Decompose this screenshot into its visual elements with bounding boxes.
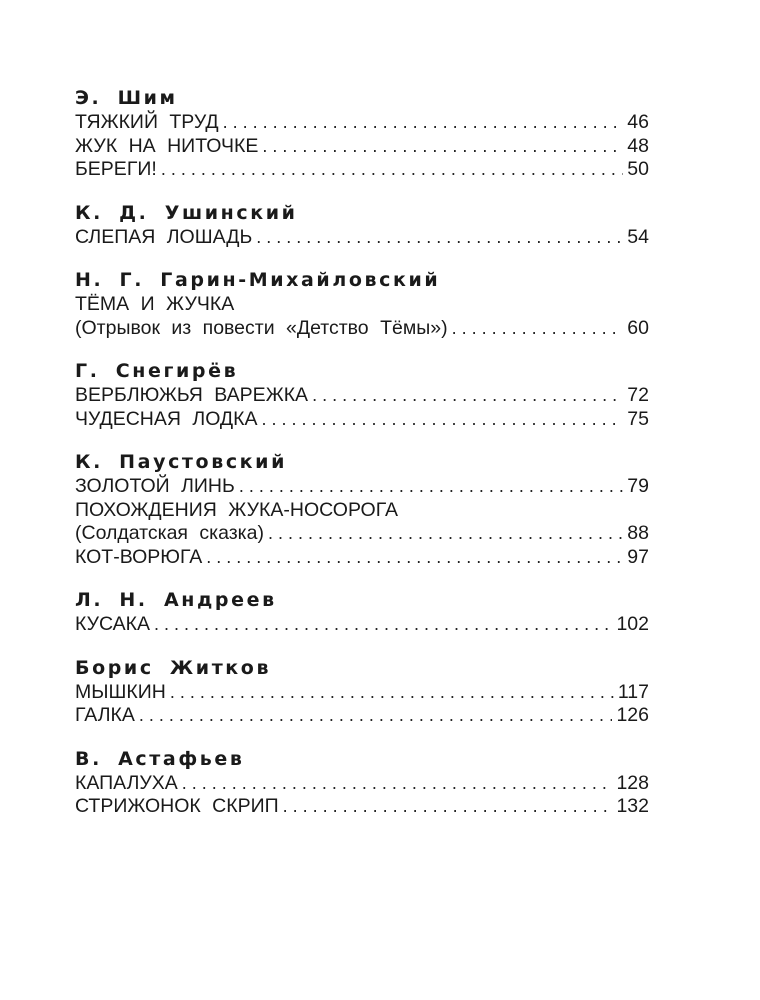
toc-entry[interactable]	[75, 226, 649, 250]
dot-leader	[239, 475, 623, 499]
page-number: 128	[616, 771, 649, 794]
toc-entry-title: ТЁМА И ЖУЧКА	[75, 293, 235, 315]
toc-entry-title: СТРИЖОНОК СКРИП	[75, 795, 279, 817]
toc-section	[75, 268, 649, 340]
dot-leader	[452, 317, 624, 341]
toc-entry-title: ПОХОЖДЕНИЯ ЖУКА-НОСОРОГА	[75, 498, 398, 521]
toc-entry-title: КАПАЛУХА	[75, 771, 178, 794]
dot-leader	[206, 546, 623, 570]
toc-entry-title: ТЯЖКИЙ ТРУД	[75, 111, 219, 133]
toc-entry[interactable]	[75, 384, 649, 408]
page-number: 72	[627, 384, 649, 406]
toc-entry-title: СЛЕПАЯ ЛОШАДЬ	[75, 225, 253, 248]
toc-entry-title: (Солдатская сказка)	[75, 522, 264, 544]
page-number: 102	[616, 613, 649, 635]
toc-section	[75, 86, 649, 182]
page-number: 46	[627, 111, 649, 133]
toc-section	[75, 450, 649, 569]
dot-leader	[161, 158, 623, 182]
toc-entry-title: ГАЛКА	[75, 704, 135, 726]
author-heading: Борис Житков	[75, 656, 272, 679]
toc-section	[75, 656, 649, 728]
page-number: 132	[616, 795, 649, 817]
page-number: 48	[627, 134, 649, 157]
toc-entry[interactable]	[75, 795, 649, 819]
author-heading: Э. Шим	[75, 87, 178, 109]
toc-entry[interactable]	[75, 522, 649, 546]
page-number: 54	[627, 225, 649, 248]
author-heading: К. Паустовский	[75, 451, 288, 473]
toc-section	[75, 747, 649, 819]
author-heading: В. Астафьев	[75, 747, 245, 770]
dot-leader	[268, 522, 623, 546]
toc-entry-title: ЗОЛОТОЙ ЛИНЬ	[75, 475, 235, 497]
dot-leader	[256, 226, 623, 250]
dot-leader	[170, 681, 614, 705]
toc-entry[interactable]	[75, 681, 649, 705]
toc-entry-title: КУСАКА	[75, 613, 150, 635]
toc-entry[interactable]	[75, 546, 649, 570]
dot-leader	[223, 111, 624, 135]
toc-entry[interactable]	[75, 158, 649, 182]
toc-section	[75, 201, 649, 250]
toc-entry-title: ЧУДЕСНАЯ ЛОДКА	[75, 407, 258, 430]
page-number: 75	[627, 407, 649, 430]
author-heading: Н. Г. Гарин-Михайловский	[75, 269, 441, 291]
toc-entry[interactable]	[75, 475, 649, 499]
toc-section	[75, 588, 649, 637]
dot-leader	[262, 408, 624, 432]
page-number: 117	[617, 680, 649, 703]
table-of-contents	[75, 86, 649, 838]
page-number: 79	[627, 475, 649, 497]
author-heading: Л. Н. Андреев	[75, 589, 277, 611]
dot-leader	[262, 135, 623, 159]
author-heading: К. Д. Ушинский	[75, 201, 298, 224]
toc-entry-title: МЫШКИН	[75, 680, 166, 703]
toc-entry-title: КОТ-ВОРЮГА	[75, 545, 203, 568]
toc-section	[75, 359, 649, 431]
dot-leader	[182, 772, 613, 796]
page-number: 50	[627, 158, 649, 180]
page-number: 97	[627, 545, 649, 568]
toc-entry[interactable]	[75, 408, 649, 432]
toc-entry-title: ВЕРБЛЮЖЬЯ ВАРЕЖКА	[75, 384, 309, 406]
dot-leader	[283, 795, 613, 819]
toc-entry[interactable]	[75, 135, 649, 159]
dot-leader	[154, 613, 612, 637]
toc-entry[interactable]	[75, 704, 649, 728]
page-number: 88	[627, 522, 649, 544]
dot-leader	[139, 704, 613, 728]
toc-entry[interactable]	[75, 317, 649, 341]
author-heading: Г. Снегирёв	[75, 360, 239, 382]
dot-leader	[312, 384, 623, 408]
page-number: 60	[627, 316, 649, 339]
toc-entry-title: ЖУК НА НИТОЧКЕ	[75, 134, 259, 157]
toc-entry-title: БЕРЕГИ!	[75, 158, 157, 180]
page-number: 126	[616, 704, 649, 726]
toc-entry[interactable]	[75, 613, 649, 637]
toc-entry[interactable]	[75, 111, 649, 135]
toc-entry-title: (Отрывок из повести «Детство Тёмы»)	[75, 316, 448, 339]
toc-entry[interactable]	[75, 772, 649, 796]
